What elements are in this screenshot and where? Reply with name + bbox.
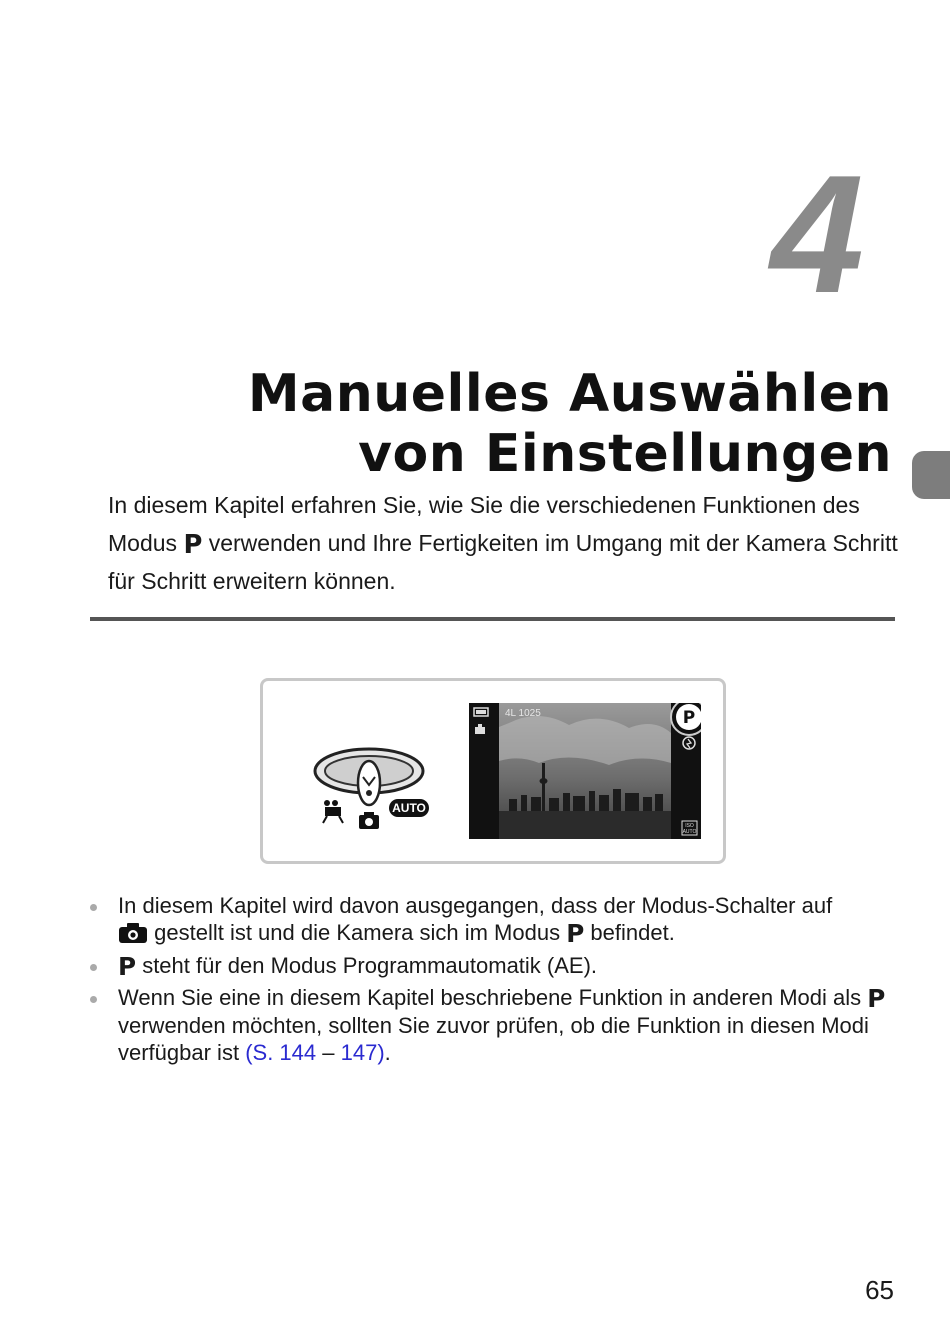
chapter-number: 4 (770, 140, 864, 328)
camera-icon (359, 812, 379, 829)
bullet-icon (90, 964, 97, 971)
camera-screen-illustration (469, 703, 701, 839)
section-divider (90, 617, 895, 621)
list-item: In diesem Kapitel wird davon ausgegangen, dass der Modus-Schalter auf gestellt ist und die Kamera sich im Modus P befindet. (90, 892, 900, 947)
intro-paragraph (108, 486, 898, 600)
chapter-title-line-2: von Einstellungen (358, 424, 892, 484)
bullet-icon (90, 996, 97, 1003)
p-mode-icon: P (566, 919, 585, 948)
auto-icon (389, 799, 429, 817)
svg-text:ISO: ISO (685, 823, 694, 829)
list-item: Wenn Sie eine in diesem Kapitel beschriebene Funktion in anderen Modi als P verwenden möchten, sollten Sie zuvor prüfen, ob die Funktion in diesen Modi verfügbar ist (S. 144 – 147). (90, 984, 900, 1066)
p-mode-icon: P (867, 984, 886, 1014)
intro-text-1: In diesem Kapitel erfahren Sie, wie Sie die verschiedenen Funktionen des Modus (108, 492, 860, 556)
chapter-title-line-1: Manuelles Auswählen (247, 364, 892, 424)
camera-icon (118, 922, 148, 944)
chapter-title (248, 364, 892, 484)
svg-text:AUTO: AUTO (392, 801, 426, 815)
p-mode-icon: P (118, 951, 137, 981)
page-number: 65 (865, 1275, 894, 1305)
intro-text-2: verwenden und Ihre Fertigkeiten im Umgang mit der Kamera Schritt für Schritt erweitern können. (108, 530, 898, 594)
p-mode-icon: P (183, 530, 203, 560)
page-link-end[interactable]: 147) (340, 1039, 385, 1065)
list-item: P steht für den Modus Programmautomatik (AE). (90, 952, 900, 980)
mode-switch-illustration (311, 743, 431, 833)
page-link-start[interactable]: (S. 144 (245, 1039, 317, 1065)
p-mode-badge (671, 703, 701, 735)
movie-icon (323, 800, 343, 823)
bullet-icon (90, 904, 97, 911)
svg-text:P: P (682, 708, 696, 728)
chapter-thumb-tab (912, 451, 950, 499)
notes-list (90, 892, 900, 1071)
svg-text:AUTO: AUTO (682, 829, 697, 835)
screen-resolution-label: 4L 1025 (505, 708, 541, 719)
mode-figure (260, 678, 726, 864)
